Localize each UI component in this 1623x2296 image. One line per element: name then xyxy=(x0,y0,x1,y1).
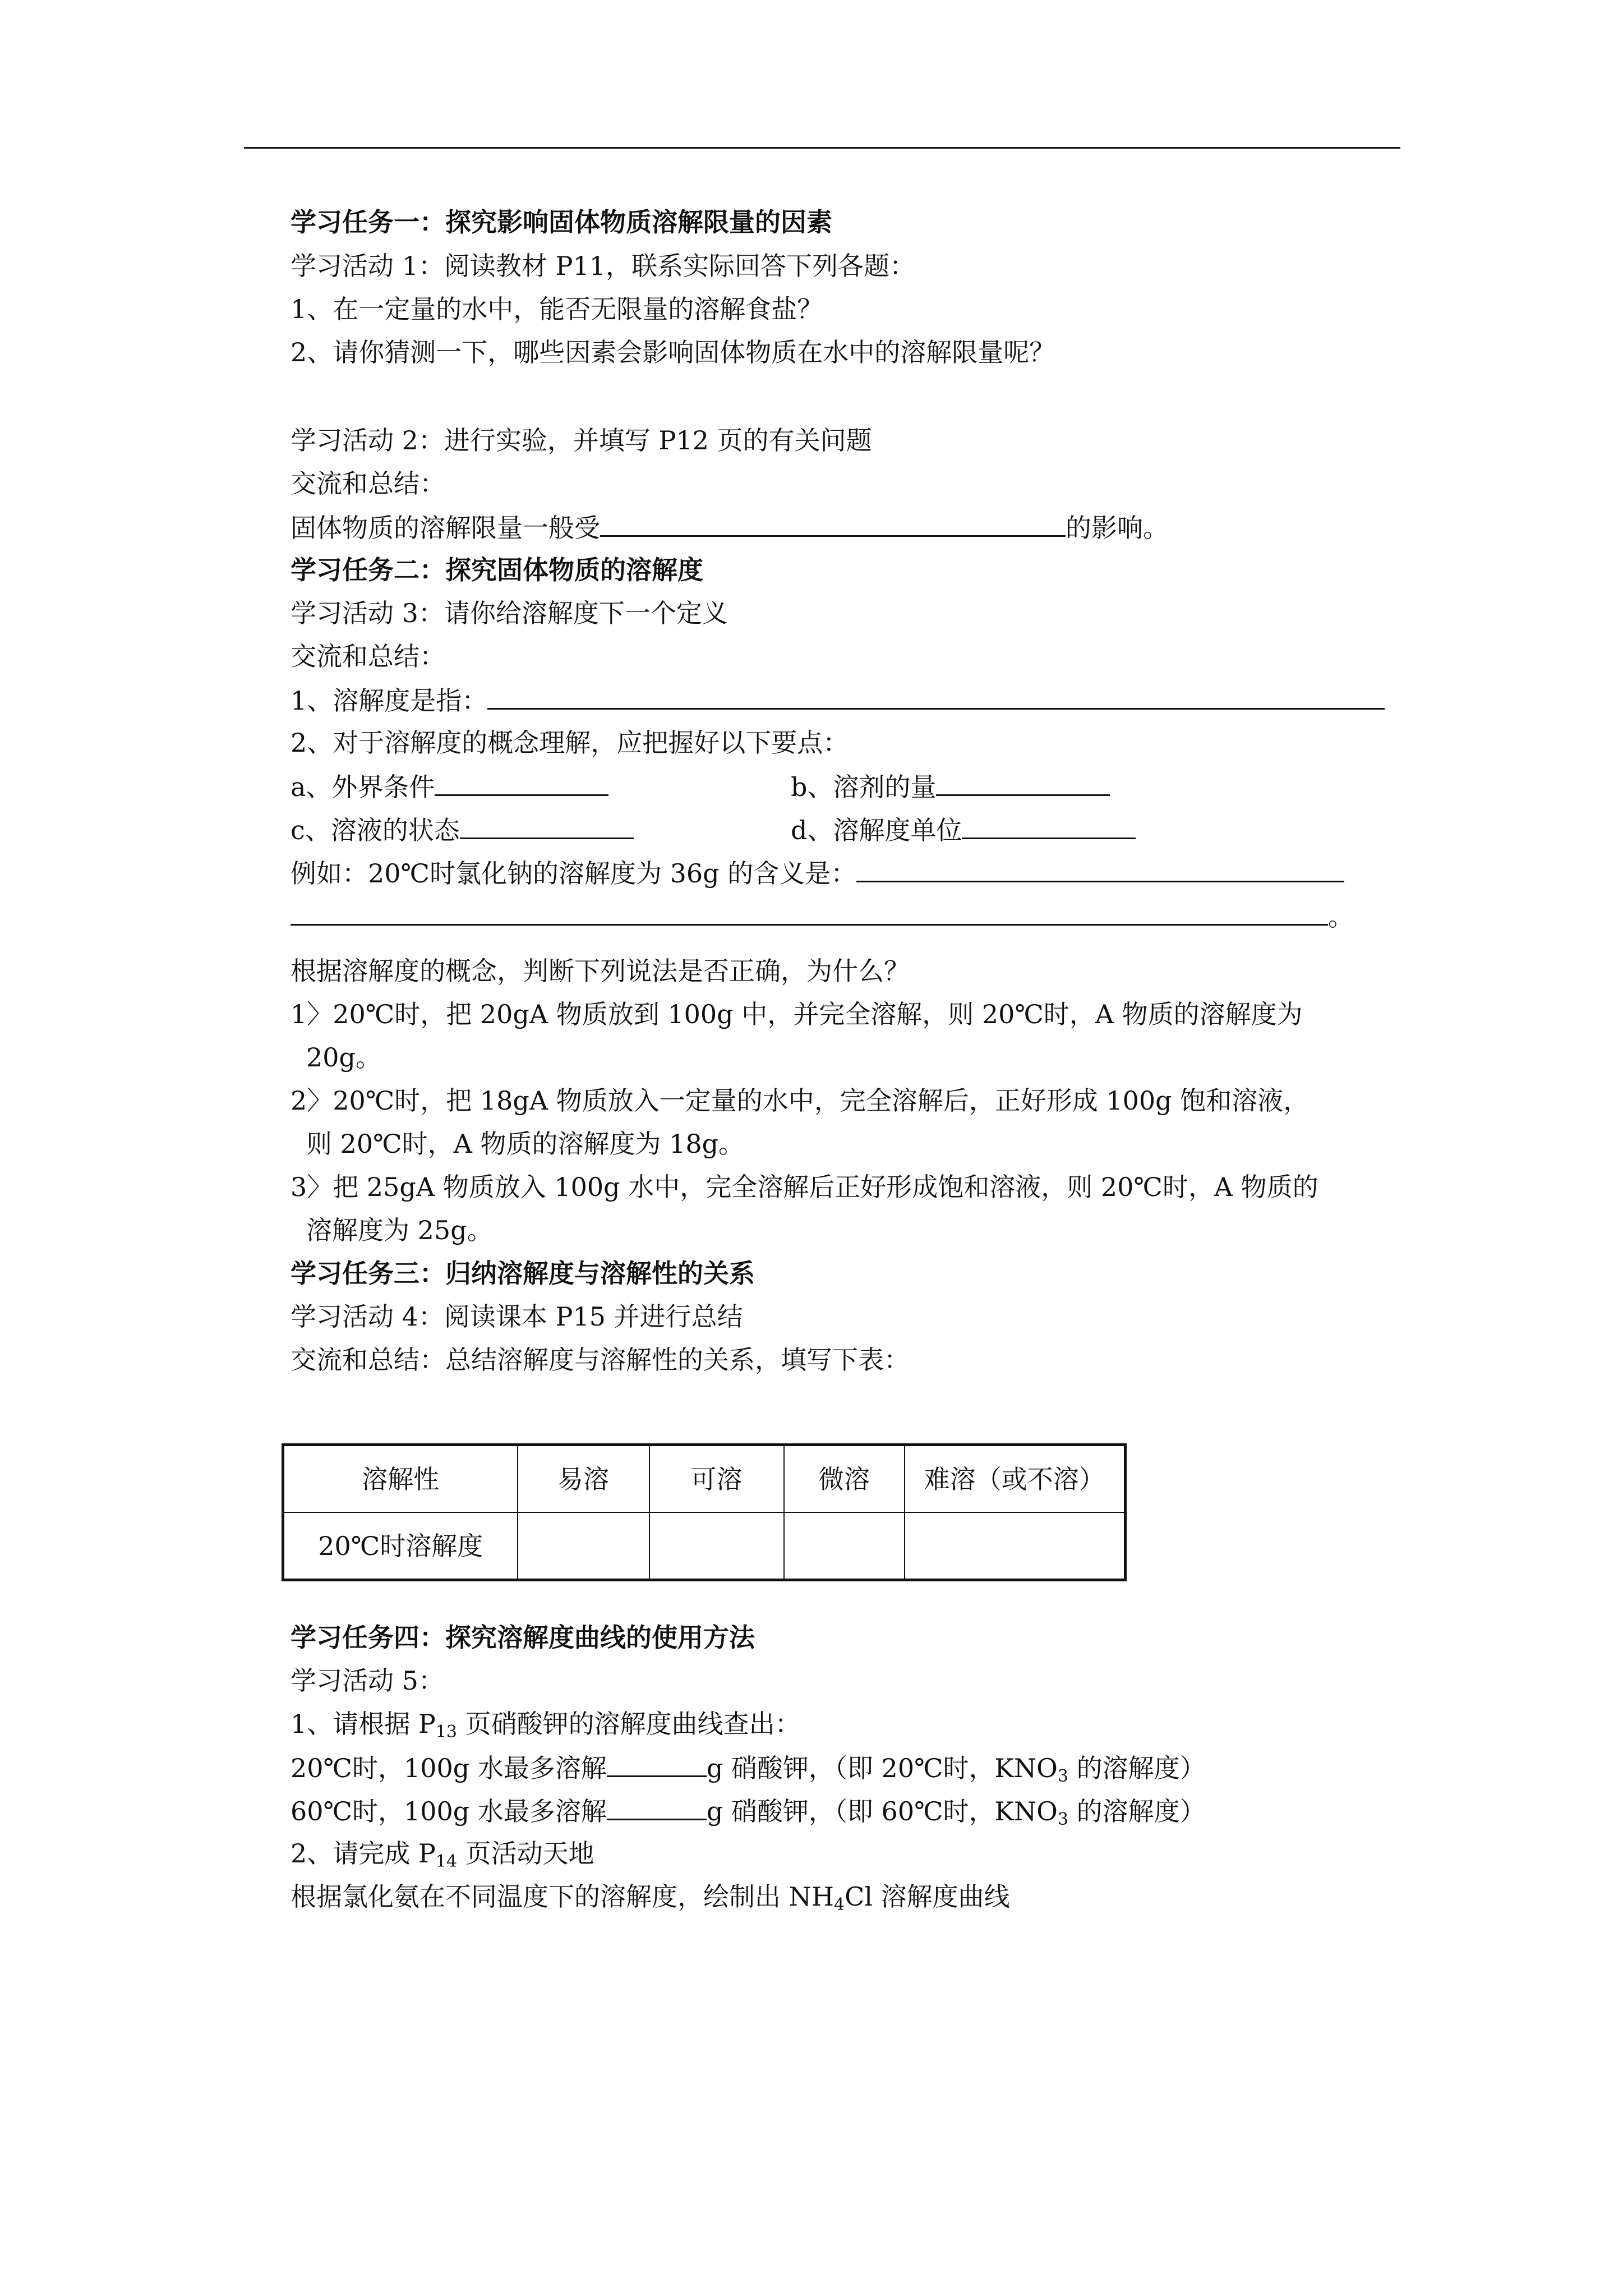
point-b-blank[interactable] xyxy=(936,769,1110,796)
example-prefix: 例如：20℃时氯化钠的溶解度为 36g 的含义是： xyxy=(291,858,857,889)
kno3-60c-text-b: g 硝酸钾，（即 60℃时，KNO xyxy=(706,1796,1058,1826)
kno3-60c-text-a: 60℃时，100g 水最多溶解 xyxy=(291,1796,607,1826)
point-c-line xyxy=(291,812,634,848)
nh4-subscript: 4 xyxy=(834,1895,845,1915)
table-row xyxy=(283,1512,1126,1580)
table-header-row xyxy=(283,1445,1126,1513)
point-d-line xyxy=(791,812,1136,848)
kno3-20c-text-b: g 硝酸钾，（即 20℃时，KNO xyxy=(706,1753,1058,1783)
task1-heading: 学习任务一：探究影响固体物质溶解限量的因素 xyxy=(291,207,832,237)
no3-subscript: 3 xyxy=(1057,1766,1068,1786)
point-b-label: b、溶剂的量 xyxy=(791,772,937,802)
point-c-label: c、溶液的状态 xyxy=(291,815,460,845)
table-row-label: 20℃时溶解度 xyxy=(283,1512,518,1580)
statement-3-line2: 溶解度为 25g。 xyxy=(306,1215,493,1245)
example-blank[interactable] xyxy=(856,855,1344,882)
page-subscript: 14 xyxy=(435,1852,458,1871)
activity3-text: 学习活动 3：请你给溶解度下一个定义 xyxy=(291,598,728,628)
statement-1-line2: 20g。 xyxy=(306,1042,381,1073)
activity5-text: 学习活动 5： xyxy=(291,1665,444,1696)
activity1-text: 学习活动 1：阅读教材 P11，联系实际回答下列各题： xyxy=(291,251,915,281)
task3-heading: 学习任务三：归纳溶解度与溶解性的关系 xyxy=(291,1258,755,1289)
task4-q2-text-a: 2、请完成 P xyxy=(291,1838,436,1869)
definition-prefix: 1、溶解度是指： xyxy=(291,685,488,716)
page-subscript: 13 xyxy=(435,1722,458,1742)
table-header-cell: 溶解性 xyxy=(283,1445,518,1513)
kno3-20c-text-a: 20℃时，100g 水最多溶解 xyxy=(291,1753,607,1783)
table-header-cell: 可溶 xyxy=(649,1445,784,1513)
kno3-20c-line xyxy=(291,1750,1206,1786)
kno3-60c-line xyxy=(291,1793,1206,1829)
judge-intro: 根据溶解度的概念，判断下列说法是否正确，为什么？ xyxy=(291,956,910,986)
point-b-line xyxy=(791,769,1110,804)
kno3-60c-text-c: 的溶解度） xyxy=(1068,1796,1206,1826)
point-a-line xyxy=(291,769,608,804)
task3-exchange-label: 交流和总结：总结溶解度与溶解性的关系，填写下表： xyxy=(291,1345,910,1375)
task1-exchange-label: 交流和总结： xyxy=(291,468,445,499)
point-d-label: d、溶解度单位 xyxy=(791,815,962,845)
task1-question-2: 2、请你猜测一下，哪些因素会影响固体物质在水中的溶解限量呢？ xyxy=(291,337,1055,367)
points-intro: 2、对于溶解度的概念理解，应把握好以下要点： xyxy=(291,728,849,758)
kno3-20c-text-c: 的溶解度） xyxy=(1068,1753,1206,1783)
task4-heading: 学习任务四：探究溶解度曲线的使用方法 xyxy=(291,1622,755,1653)
definition-blank[interactable] xyxy=(487,682,1385,710)
nh4cl-text-b: Cl 溶解度曲线 xyxy=(845,1881,1010,1912)
example-end: 。 xyxy=(1328,901,1354,932)
task4-question-1 xyxy=(291,1706,801,1741)
table-header-cell: 易溶 xyxy=(518,1445,649,1513)
task1-question-1: 1、在一定量的水中，能否无限量的溶解食盐？ xyxy=(291,294,823,324)
nh4cl-text-a: 根据氯化氨在不同温度下的溶解度，绘制出 NH xyxy=(291,1881,834,1912)
activity2-text: 学习活动 2：进行实验，并填写 P12 页的有关问题 xyxy=(291,425,872,455)
kno3-20c-blank[interactable] xyxy=(607,1750,707,1777)
table-header-cell: 微溶 xyxy=(784,1445,905,1513)
definition-line xyxy=(291,682,1385,718)
example-line xyxy=(291,855,1344,891)
solubility-table xyxy=(282,1443,1127,1581)
kno3-60c-blank[interactable] xyxy=(607,1793,707,1820)
point-d-blank[interactable] xyxy=(962,812,1136,839)
task4-q1-text-a: 1、请根据 P xyxy=(291,1709,436,1739)
task4-question-2 xyxy=(291,1836,594,1871)
table-cell-empty[interactable] xyxy=(784,1512,905,1580)
no3-subscript: 3 xyxy=(1057,1810,1068,1829)
header-rule xyxy=(244,147,1400,149)
example-blank-2[interactable] xyxy=(291,898,1328,926)
activity4-text: 学习活动 4：阅读课本 P15 并进行总结 xyxy=(291,1301,743,1332)
statement-1-line1: 1〉20℃时，把 20gA 物质放到 100g 中，并完全溶解，则 20℃时，A 物质的溶解度为 xyxy=(291,999,1303,1029)
table-cell-empty[interactable] xyxy=(649,1512,784,1580)
nh4cl-curve-instruction xyxy=(291,1879,1010,1914)
task4-q1-text-b: 页硝酸钾的溶解度曲线查出： xyxy=(457,1709,801,1739)
table-cell-empty[interactable] xyxy=(518,1512,649,1580)
factors-prefix: 固体物质的溶解限量一般受 xyxy=(291,513,600,543)
factors-sentence xyxy=(291,509,1169,545)
point-a-label: a、外界条件 xyxy=(291,772,435,802)
statement-2-line1: 2〉20℃时，把 18gA 物质放入一定量的水中，完全溶解后，正好形成 100g 饱和溶液， xyxy=(291,1085,1310,1116)
point-a-blank[interactable] xyxy=(435,769,608,796)
statement-2-line2: 则 20℃时，A 物质的溶解度为 18g。 xyxy=(306,1129,745,1159)
task4-q2-text-b: 页活动天地 xyxy=(457,1838,594,1869)
table-cell-empty[interactable] xyxy=(905,1512,1126,1580)
example-continuation xyxy=(291,898,1354,934)
factors-blank[interactable] xyxy=(600,509,1066,537)
factors-suffix: 的影响。 xyxy=(1066,513,1169,543)
point-c-blank[interactable] xyxy=(460,812,634,839)
task2-heading: 学习任务二：探究固体物质的溶解度 xyxy=(291,555,703,585)
statement-3-line1: 3〉把 25gA 物质放入 100g 水中，完全溶解后正好形成饱和溶液，则 20℃时，A 物质的 xyxy=(291,1172,1318,1202)
table-header-cell: 难溶（或不溶） xyxy=(905,1445,1126,1513)
task2-exchange-label: 交流和总结： xyxy=(291,641,445,671)
